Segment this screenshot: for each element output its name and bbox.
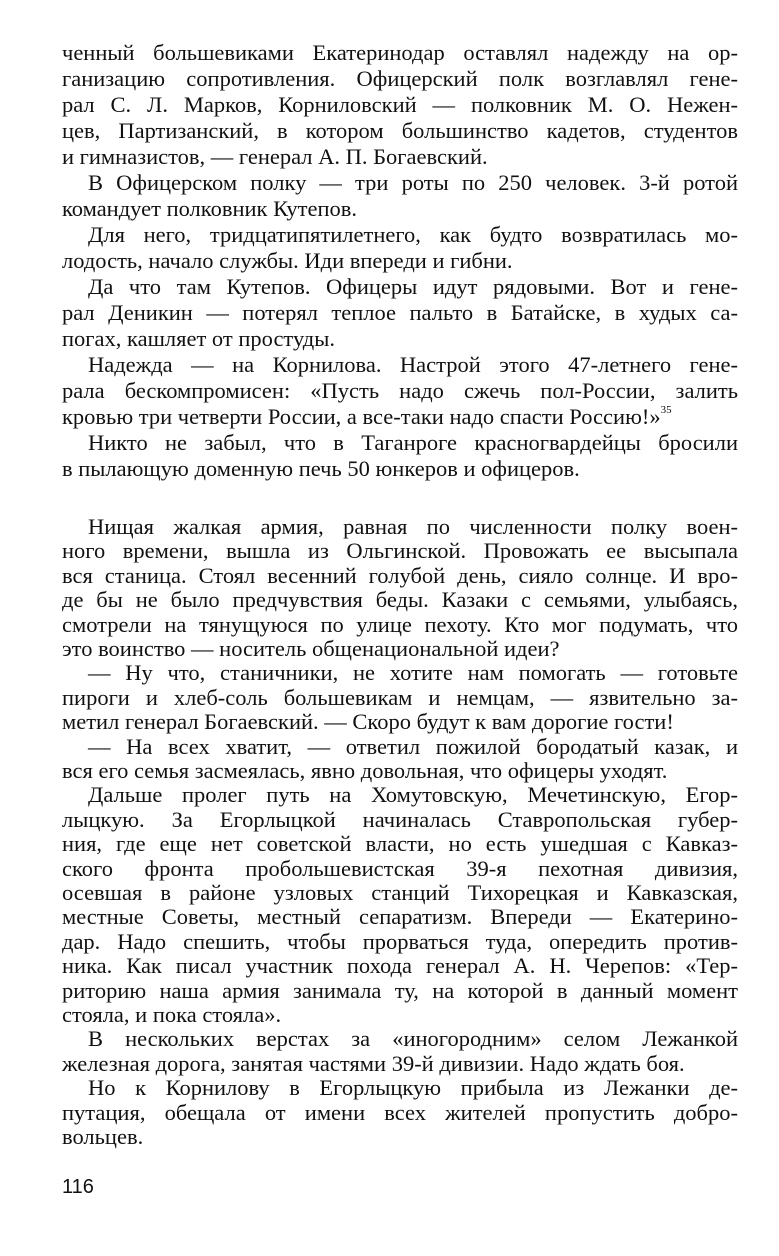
line-text: Дальше пролег путь на Хомутовскую, Мечетинскую, Егор- xyxy=(88,782,738,808)
text-line xyxy=(62,978,738,1004)
text-line xyxy=(62,563,738,589)
text-line xyxy=(62,880,738,906)
line-text: цев, Партизанский, в котором большинство кадетов, студентов xyxy=(62,118,738,143)
line-text: де бы не было предчувствия беды. Казаки с семьями, улыбаясь, xyxy=(62,587,738,613)
line-text: вся его семья засмеялась, явно довольная, что офицеры уходят. xyxy=(62,758,668,783)
line-text: риторию наша армия занимала ту, на которой в данный момент xyxy=(62,977,738,1003)
line-text: ния, где еще нет советской власти, но есть ушедшая с Кавказ- xyxy=(62,831,738,857)
text-line xyxy=(62,196,738,222)
text-line xyxy=(62,1051,738,1077)
text-line xyxy=(62,40,738,66)
line-text: ганизацию сопротивления. Офицерский полк возглавлял гене- xyxy=(62,66,738,91)
text-line xyxy=(62,1100,738,1126)
line-text: лыцкую. За Егорлыцкой начиналась Ставропольская губер- xyxy=(62,806,738,832)
text-line xyxy=(62,1075,738,1101)
line-text: в пылающую доменную печь 50 юнкеров и офицеров. xyxy=(62,456,580,481)
line-text: дар. Надо спешить, чтобы прорваться туда, опередить против- xyxy=(62,928,738,954)
text-line xyxy=(62,636,738,662)
text-line xyxy=(62,352,738,378)
text-line xyxy=(62,118,738,144)
line-text: ченный большевиками Екатеринодар оставлял надежду на ор- xyxy=(62,40,738,65)
line-text: — На всех хватит, — ответил пожилой бородатый казак, и xyxy=(88,733,738,759)
text-line xyxy=(62,612,738,638)
text-line xyxy=(62,378,738,404)
line-text: ного времени, вышла из Ольгинской. Провожать ее высыпала xyxy=(62,538,738,564)
line-text: погах, кашляет от простуды. xyxy=(62,326,335,351)
text-line xyxy=(62,953,738,979)
text-line xyxy=(62,404,738,430)
line-text: путация, обещала от имени всех жителей пропустить добро- xyxy=(62,1099,738,1125)
line-text: вся станица. Стоял весенний голубой день, сияло солнце. И вро- xyxy=(62,562,738,588)
text-line xyxy=(62,300,738,326)
text-line xyxy=(62,538,738,564)
text-line xyxy=(62,929,738,955)
text-line xyxy=(62,456,738,482)
line-text: Но к Корнилову в Егорлыцкую прибыла из Лежанки де- xyxy=(88,1075,738,1101)
line-text: Никто не забыл, что в Таганроге красногвардейцы бросили xyxy=(88,430,738,455)
page-number: 116 xyxy=(62,1176,94,1198)
line-text: местные Советы, местный сепаратизм. Впереди — Екатерино- xyxy=(62,904,738,930)
text-line xyxy=(62,587,738,613)
text-line xyxy=(62,904,738,930)
text-line xyxy=(62,1026,738,1052)
line-text: Нищая жалкая армия, равная по численности полку воен- xyxy=(88,514,738,539)
line-text: В нескольких верстах за «иногородним» селом Лежанкой xyxy=(88,1026,738,1052)
line-text: пироги и хлеб-соль большевикам и немцам, — язвительно за- xyxy=(62,684,738,710)
line-text: Да что там Кутепов. Офицеры идут рядовыми. Вот и гене- xyxy=(88,274,738,299)
text-line xyxy=(62,856,738,882)
text-line xyxy=(62,1124,738,1150)
text-line xyxy=(62,807,738,833)
text-line xyxy=(62,170,738,196)
line-text: ника. Как писал участник похода генерал А. Н. Черепов: «Тер- xyxy=(62,953,738,979)
line-text: рал С. Л. Марков, Корниловский — полковник М. О. Нежен- xyxy=(62,92,738,117)
text-line xyxy=(62,758,738,784)
line-text: рал Деникин — потерял теплое пальто в Батайске, в худых са- xyxy=(62,300,738,325)
text-line xyxy=(62,66,738,92)
line-text: железная дорога, занятая частями 39-й дивизии. Надо ждать боя. xyxy=(62,1050,685,1076)
text-line xyxy=(62,734,738,760)
line-text: вольцев. xyxy=(62,1124,144,1149)
line-text: метил генерал Богаевский. — Скоро будут к вам дорогие гости! xyxy=(62,709,674,735)
text-line xyxy=(62,274,738,300)
text-line xyxy=(62,831,738,857)
text-line xyxy=(62,248,738,274)
text-line xyxy=(62,326,738,352)
text-line xyxy=(62,222,738,248)
line-text: и гимназистов, — генерал А. П. Богаевский. xyxy=(62,144,488,169)
text-line xyxy=(62,144,738,170)
line-text: стояла, и пока стояла». xyxy=(62,1002,282,1027)
line-text: кровью три четверти России, а все-таки надо спасти Россию!» xyxy=(62,404,661,429)
text-line xyxy=(62,514,738,540)
text-line xyxy=(62,709,738,735)
line-text: это воинство — носитель общенациональной идеи? xyxy=(62,636,560,661)
text-line xyxy=(62,430,738,456)
text-line xyxy=(62,685,738,711)
line-text: рала бескомпромисен: «Пусть надо сжечь пол-России, залить xyxy=(62,378,738,403)
line-text: осевшая в районе узловых станций Тихорецкая и Кавказская, xyxy=(62,880,738,905)
text-line xyxy=(62,1002,738,1028)
line-text: Для него, тридцатипятилетнего, как будто возвратилась мо- xyxy=(88,222,738,247)
line-text: командует полковник Кутепов. xyxy=(62,196,358,221)
footnote-reference: 35 xyxy=(660,404,672,416)
line-text: смотрели на тянущуюся по улице пехоту. Кто мог подумать, что xyxy=(62,611,738,637)
text-line xyxy=(62,92,738,118)
text-line xyxy=(62,660,738,686)
line-text: Надежда — на Корнилова. Настрой этого 47-летнего гене- xyxy=(88,352,738,377)
line-text: лодость, начало службы. Иди впереди и гибни. xyxy=(62,248,513,273)
line-text: ского фронта пробольшевистская 39-я пехотная дивизия, xyxy=(62,855,738,881)
line-text: В Офицерском полку — три роты по 250 человек. 3-й ротой xyxy=(88,170,738,195)
line-text: — Ну что, станичники, не хотите нам помогать — готовьте xyxy=(88,660,738,686)
text-line xyxy=(62,782,738,808)
